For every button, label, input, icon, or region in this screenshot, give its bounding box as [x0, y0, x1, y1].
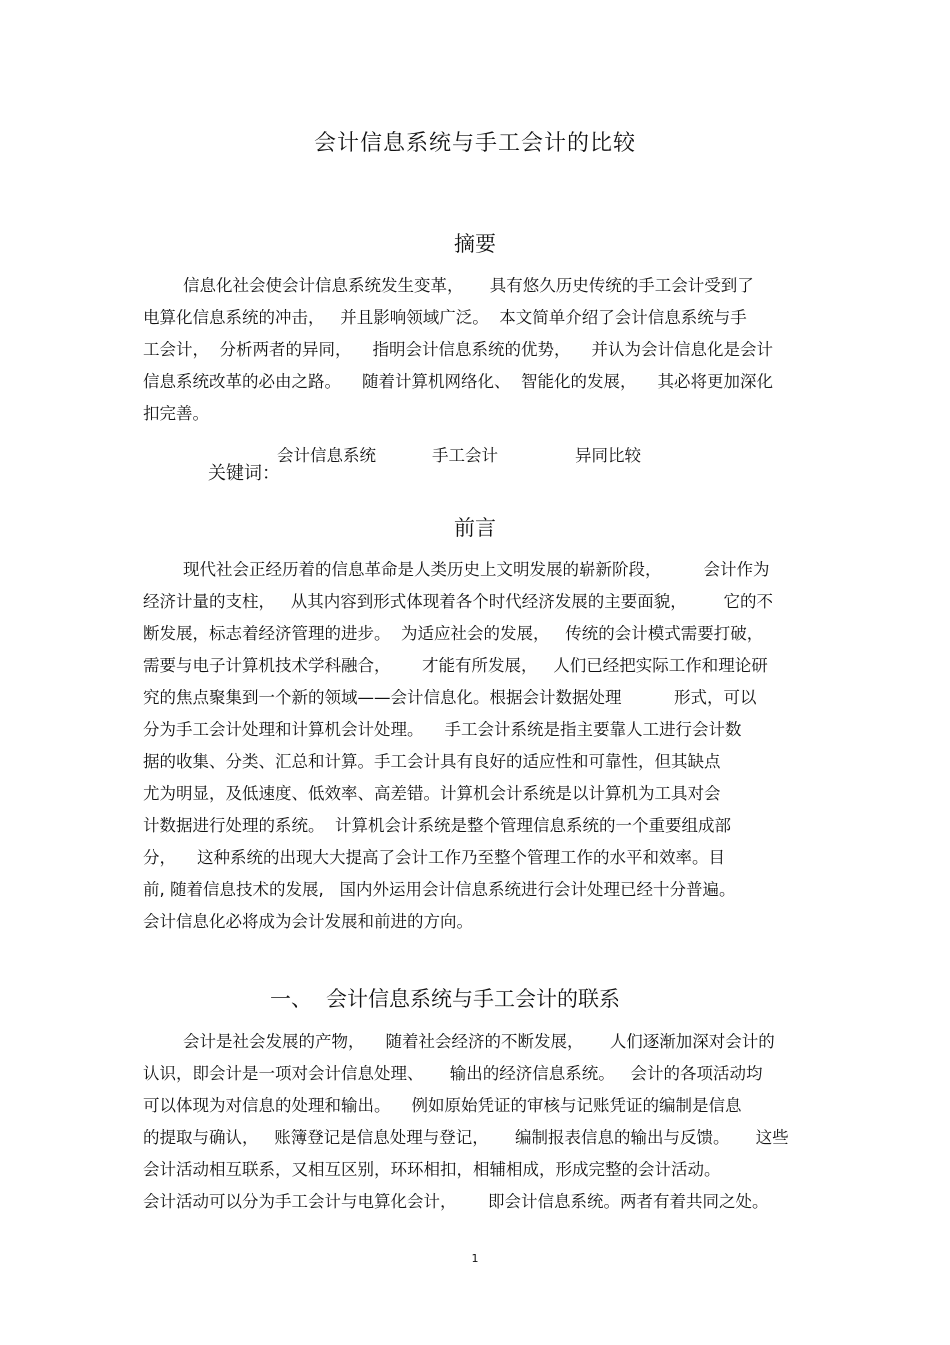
keyword: 手工会计	[432, 446, 498, 465]
abstract-line: 信息系统改革的必由之路。 随着计算机网络化、 智能化的发展， 其必将更加深化	[143, 372, 773, 391]
preface-line: 断发展，标志着经济管理的进步。 为适应社会的发展， 传统的会计模式需要打破，	[143, 624, 764, 643]
section1-line: 会计活动相互联系，又相互区别，环环相扣，相辅相成，形成完整的会计活动。	[143, 1160, 721, 1179]
section1-line: 可以体现为对信息的处理和输出。 例如原始凭证的审核与记账凭证的编制是信息	[143, 1096, 742, 1115]
keywords-label: 关键词：	[207, 463, 280, 484]
abstract-line: 电算化信息系统的冲击， 并且影响领域广泛。 本文简单介绍了会计信息系统与手	[143, 308, 747, 327]
preface-line: 据的收集、分类、汇总和计算。手工会计具有良好的适应性和可靠性，但其缺点	[143, 752, 721, 771]
preface-line: 前, 随着信息技术的发展, 国内外运用会计信息系统进行会计处理已经十分普遍。	[143, 880, 736, 899]
section1-line: 会计是社会发展的产物， 随着社会经济的不断发展， 人们逐渐加深对会计的	[183, 1032, 775, 1051]
preface-line: 究的焦点聚集到一个新的领域——会计信息化。根据会计数据处理 形式，可以	[143, 688, 757, 707]
preface-line: 分， 这种系统的出现大大提高了会计工作乃至整个管理工作的水平和效率。目	[143, 848, 725, 867]
preface-line: 会计信息化必将成为会计发展和前进的方向。	[143, 912, 473, 931]
preface-heading: 前言	[454, 516, 496, 540]
preface-line: 经济计量的支柱， 从其内容到形式体现着各个时代经济发展的主要面貌， 它的不	[143, 592, 773, 611]
keyword: 会计信息系统	[277, 446, 376, 465]
section1-line: 会计活动可以分为手工会计与电算化会计， 即会计信息系统。两者有着共同之处。	[143, 1192, 769, 1211]
abstract-line: 工会计， 分析两者的异同， 指明会计信息系统的优势， 并认为会计信息化是会计	[143, 340, 773, 359]
abstract-heading: 摘要	[454, 232, 496, 256]
page-number: 1	[471, 1252, 479, 1265]
section1-line: 认识，即会计是一项对会计信息处理、 输出的经济信息系统。 会计的各项活动均	[143, 1064, 763, 1083]
preface-line: 分为手工会计处理和计算机会计处理。 手工会计系统是指主要靠人工进行会计数	[143, 720, 742, 739]
abstract-line: 扣完善。	[143, 404, 209, 423]
preface-line: 现代社会正经历着的信息革命是人类历史上文明发展的崭新阶段， 会计作为	[183, 560, 770, 579]
section1-number: 一、	[270, 987, 312, 1011]
document-title: 会计信息系统与手工会计的比较	[313, 131, 636, 156]
preface-line: 需要与电子计算机技术学科融合， 才能有所发展， 人们已经把实际工作和理论研	[143, 656, 768, 675]
preface-line: 计数据进行处理的系统。 计算机会计系统是整个管理信息系统的一个重要组成部	[143, 816, 731, 835]
section1-title: 会计信息系统与手工会计的联系	[326, 987, 620, 1011]
section1-line: 的提取与确认， 账簿登记是信息处理与登记， 编制报表信息的输出与反馈。 这些	[143, 1128, 789, 1147]
section1-heading	[270, 983, 870, 1013]
keyword: 异同比较	[575, 446, 641, 465]
abstract-line: 信息化社会使会计信息系统发生变革， 具有悠久历史传统的手工会计受到了	[183, 276, 754, 295]
preface-line: 尤为明显，及低速度、低效率、高差错。计算机会计系统是以计算机为工具对会	[143, 784, 721, 803]
